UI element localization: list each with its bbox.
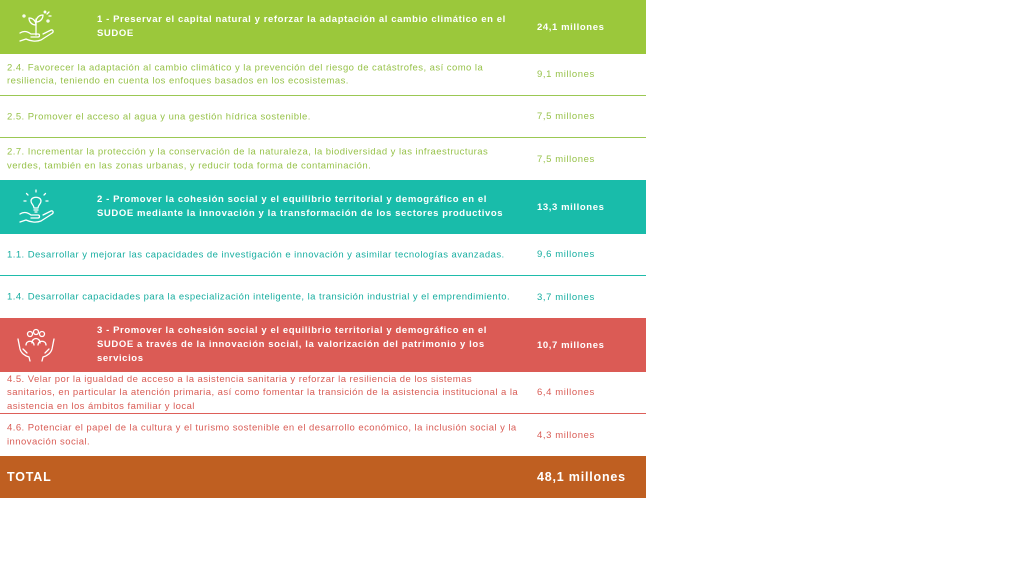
axis-3-amount: 10,7 millones bbox=[537, 339, 605, 351]
item-text: 1.4. Desarrollar capacidades para la especialización inteligente, la transición industrial y el emprendimiento. bbox=[7, 291, 511, 303]
table-row bbox=[0, 372, 646, 414]
table-row bbox=[0, 54, 646, 96]
people-in-hands-icon bbox=[14, 325, 58, 365]
item-text: 1.1. Desarrollar y mejorar las capacidades de investigación e innovación y asimilar tecnologías avanzadas. bbox=[7, 248, 505, 260]
table-row bbox=[0, 138, 646, 180]
item-text: 2.5. Promover el acceso al agua y una gestión hídrica sostenible. bbox=[7, 110, 311, 122]
lightbulb-in-hand-icon bbox=[14, 187, 58, 227]
axis-2-amount: 13,3 millones bbox=[537, 201, 605, 213]
axis-1-title: 1 - Preservar el capital natural y reforzar la adaptación al cambio climático en el SUDOE bbox=[97, 14, 506, 39]
axis-3-header bbox=[0, 318, 646, 372]
item-text: 2.4. Favorecer la adaptación al cambio climático y la prevención del riesgo de catástrofes, así como la resiliencia, teniendo en cuenta los enfoques basados en los ecosistemas. bbox=[7, 62, 484, 87]
table-row bbox=[0, 234, 646, 276]
item-text: 4.6. Potenciar el papel de la cultura y el turismo sostenible en el desarrollo económico, la inclusión social y la innovación social. bbox=[7, 422, 517, 447]
item-amount: 9,1 millones bbox=[537, 69, 595, 80]
axis-1-amount: 24,1 millones bbox=[537, 21, 605, 33]
item-amount: 7,5 millones bbox=[537, 111, 595, 122]
table-row bbox=[0, 276, 646, 318]
axis-2-title: 2 - Promover la cohesión social y el equilibrio territorial y demográfico en el SUDOE mediante la innovación y la transformación de los sectores productivos bbox=[97, 194, 504, 219]
item-amount: 7,5 millones bbox=[537, 153, 595, 165]
table-row bbox=[0, 96, 646, 138]
item-text: 4.5. Velar por la igualdad de acceso a la asistencia sanitaria y reforzar la resiliencia de los sistemas sanitarios, en particular la atención primaria, así como fomentar la transición de la asistencia institucional a la asistencia en los ámbitos familiar y local bbox=[7, 373, 519, 412]
plant-in-hand-icon bbox=[14, 7, 58, 47]
axis-1-header bbox=[0, 0, 646, 54]
item-amount: 9,6 millones bbox=[537, 249, 595, 260]
item-amount: 3,7 millones bbox=[537, 291, 595, 303]
total-label: TOTAL bbox=[7, 470, 52, 484]
total-row bbox=[0, 456, 646, 498]
axis-2-header bbox=[0, 180, 646, 234]
item-amount: 6,4 millones bbox=[537, 387, 595, 398]
axis-3-title: 3 - Promover la cohesión social y el equilibrio territorial y demográfico en el SUDOE a través de la innovación social, la valorización del patrimonio y los servicios bbox=[97, 325, 488, 364]
item-text: 2.7. Incrementar la protección y la conservación de la naturaleza, la biodiversidad y las infraestructuras verdes, también en las zonas urbanas, y reducir toda forma de contaminación. bbox=[7, 146, 489, 171]
total-amount: 48,1 millones bbox=[537, 470, 626, 484]
item-amount: 4,3 millones bbox=[537, 429, 595, 441]
table-row bbox=[0, 414, 646, 456]
